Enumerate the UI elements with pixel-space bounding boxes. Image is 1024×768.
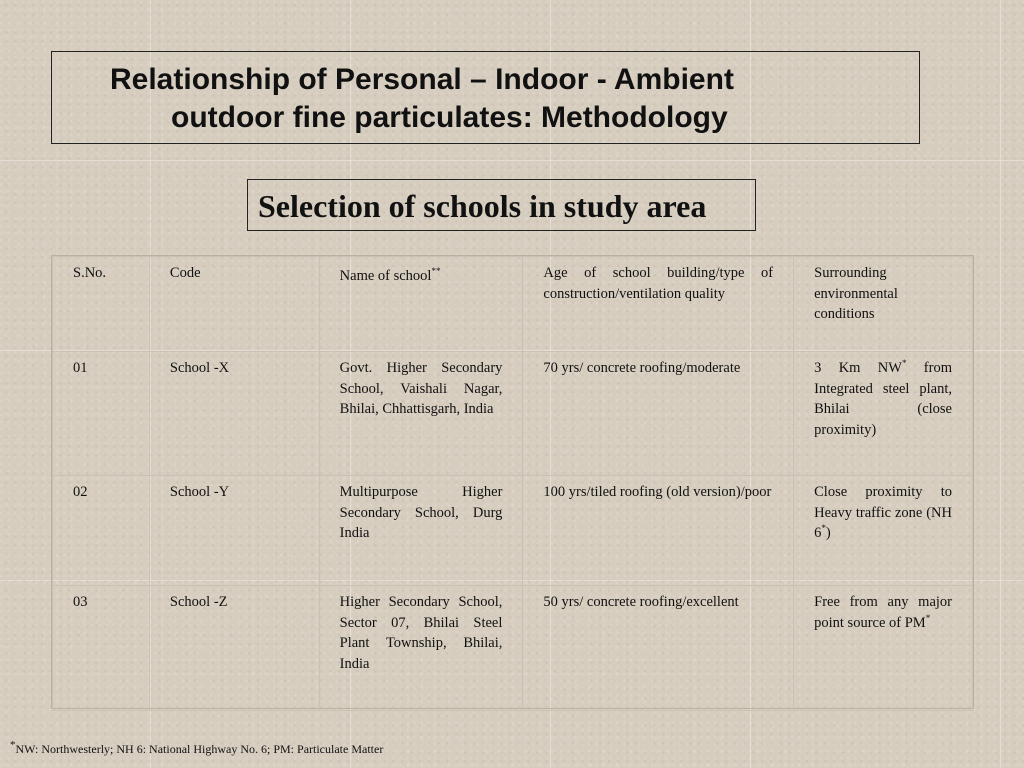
cell-env-sup: * [901, 358, 907, 369]
title-line-1: Relationship of Personal – Indoor - Ambient [110, 63, 734, 96]
cell-env-post: from Integrated steel plant, Bhilai (close proximity) [814, 360, 952, 438]
cell-sno: 03 [53, 586, 150, 711]
cell-sno: 01 [53, 352, 150, 476]
cell-env-pre: Close proximity to Heavy traffic zone (NH 6 [814, 484, 952, 541]
footnote [10, 739, 384, 757]
header-name [319, 257, 523, 352]
grid-line [0, 160, 1024, 161]
subtitle: Selection of schools in study area [247, 179, 756, 231]
cell-env-sup: * [821, 523, 826, 534]
title-line-2: outdoor fine particulates: Methodology [171, 101, 728, 134]
cell-env-post: ) [825, 525, 831, 541]
schools-table [51, 255, 974, 709]
cell-sno: 02 [53, 476, 150, 586]
footnote-marker: * [10, 739, 16, 751]
table-row [53, 476, 973, 586]
cell-env-pre: 3 Km NW [814, 360, 902, 376]
header-code: Code [149, 257, 319, 352]
cell-env-pre: Free from any major point source of PM [814, 594, 952, 631]
table-row [53, 586, 973, 711]
cell-env-sup: * [925, 612, 931, 623]
grid-line [1000, 0, 1001, 768]
title-box [51, 51, 920, 144]
cell-age: 70 yrs/ concrete roofing/moderate [523, 352, 794, 476]
cell-env [794, 586, 973, 711]
cell-code: School -Y [149, 476, 319, 586]
table-header-row [53, 257, 973, 352]
header-name-text: Name of school [339, 268, 432, 284]
header-name-sup: ** [431, 266, 441, 277]
cell-name: Multipurpose Higher Secondary School, Durg India [319, 476, 523, 586]
cell-code: School -X [149, 352, 319, 476]
cell-env [794, 476, 973, 586]
table-row [53, 352, 973, 476]
cell-env [794, 352, 973, 476]
cell-age: 100 yrs/tiled roofing (old version)/poor [523, 476, 794, 586]
cell-age: 50 yrs/ concrete roofing/excellent [523, 586, 794, 711]
cell-name: Higher Secondary School, Sector 07, Bhilai Steel Plant Township, Bhilai, India [319, 586, 523, 711]
header-sno: S.No. [53, 257, 150, 352]
cell-name: Govt. Higher Secondary School, Vaishali Nagar, Bhilai, Chhattisgarh, India [319, 352, 523, 476]
header-env: Surrounding environmental conditions [794, 257, 973, 352]
page-title [110, 61, 870, 137]
header-age: Age of school building/type of construction/ventilation quality [523, 257, 794, 352]
footnote-text: NW: Northwesterly; NH 6: National Highway No. 6; PM: Particulate Matter [15, 742, 384, 756]
cell-code: School -Z [149, 586, 319, 711]
